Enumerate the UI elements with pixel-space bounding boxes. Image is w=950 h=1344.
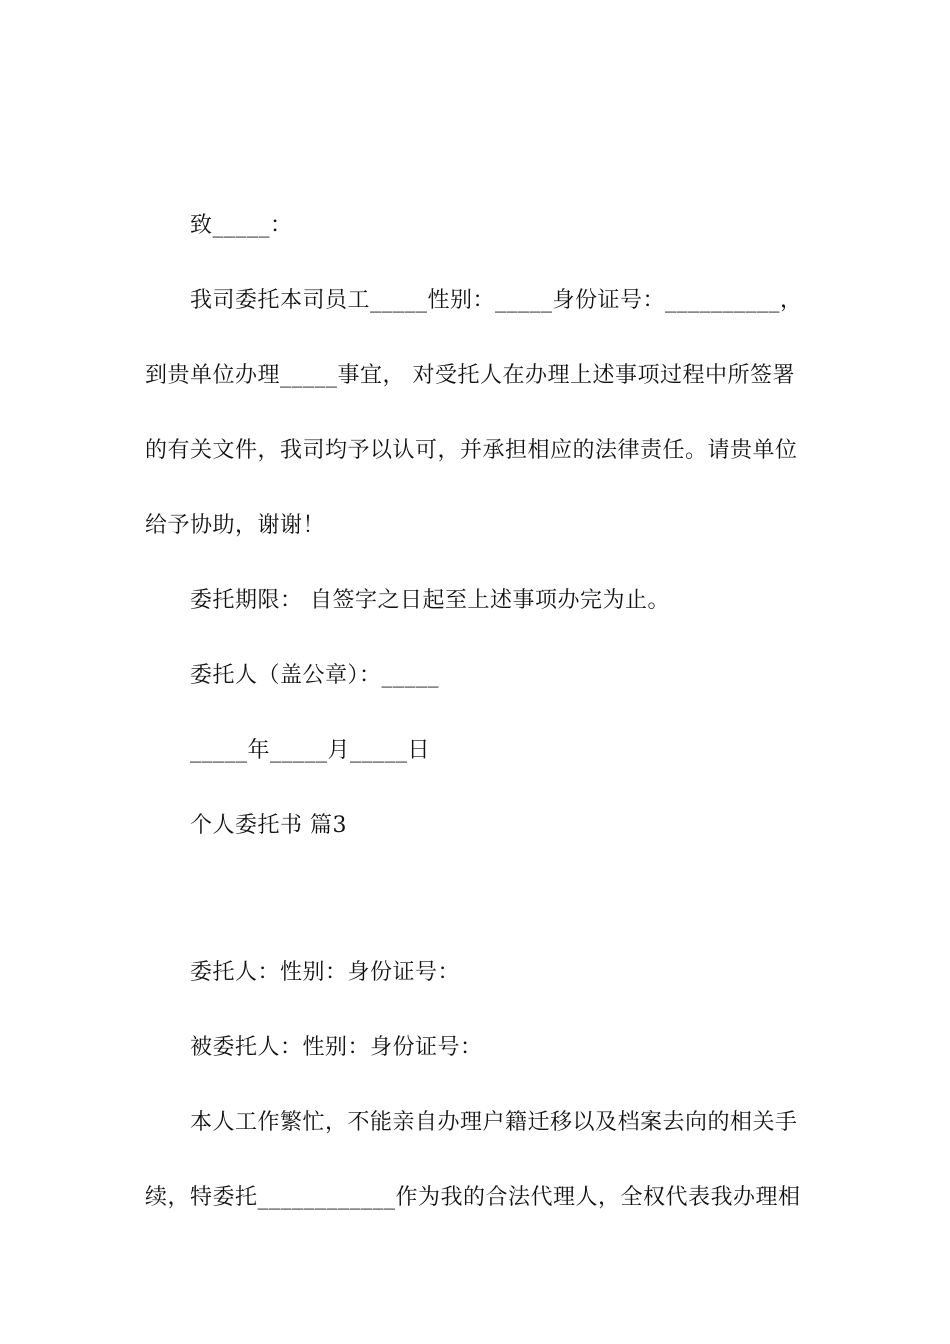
- principal-info-line: 委托人：性别：身份证号：: [190, 960, 461, 985]
- section-title: 个人委托书 篇3: [190, 813, 347, 838]
- paragraph-1-line-4: 给予协助，谢谢！: [145, 513, 326, 538]
- date-line: _____年_____月_____日: [190, 738, 431, 763]
- paragraph-2-line-1: 本人工作繁忙，不能亲自办理户籍迁移以及档案去向的相关手: [190, 1110, 798, 1135]
- paragraph-1-line-2: 到贵单位办理_____事宜， 对受托人在办理上述事项过程中所签署: [145, 363, 795, 388]
- agent-info-line: 被委托人：性别：身份证号：: [190, 1035, 483, 1060]
- term-line: 委托期限： 自签字之日起至上述事项办完为止。: [190, 588, 670, 613]
- paragraph-1-line-3: 的有关文件，我司均予以认可，并承担相应的法律责任。请贵单位: [145, 438, 798, 463]
- principal-seal-line: 委托人（盖公章）：_____: [190, 663, 440, 688]
- addressee-line: 致_____：: [190, 213, 293, 238]
- paragraph-1-line-1: 我司委托本司员工_____性别：_____身份证号：__________，: [190, 288, 803, 313]
- paragraph-2-line-2: 续，特委托____________作为我的合法代理人，全权代表我办理相: [145, 1185, 801, 1210]
